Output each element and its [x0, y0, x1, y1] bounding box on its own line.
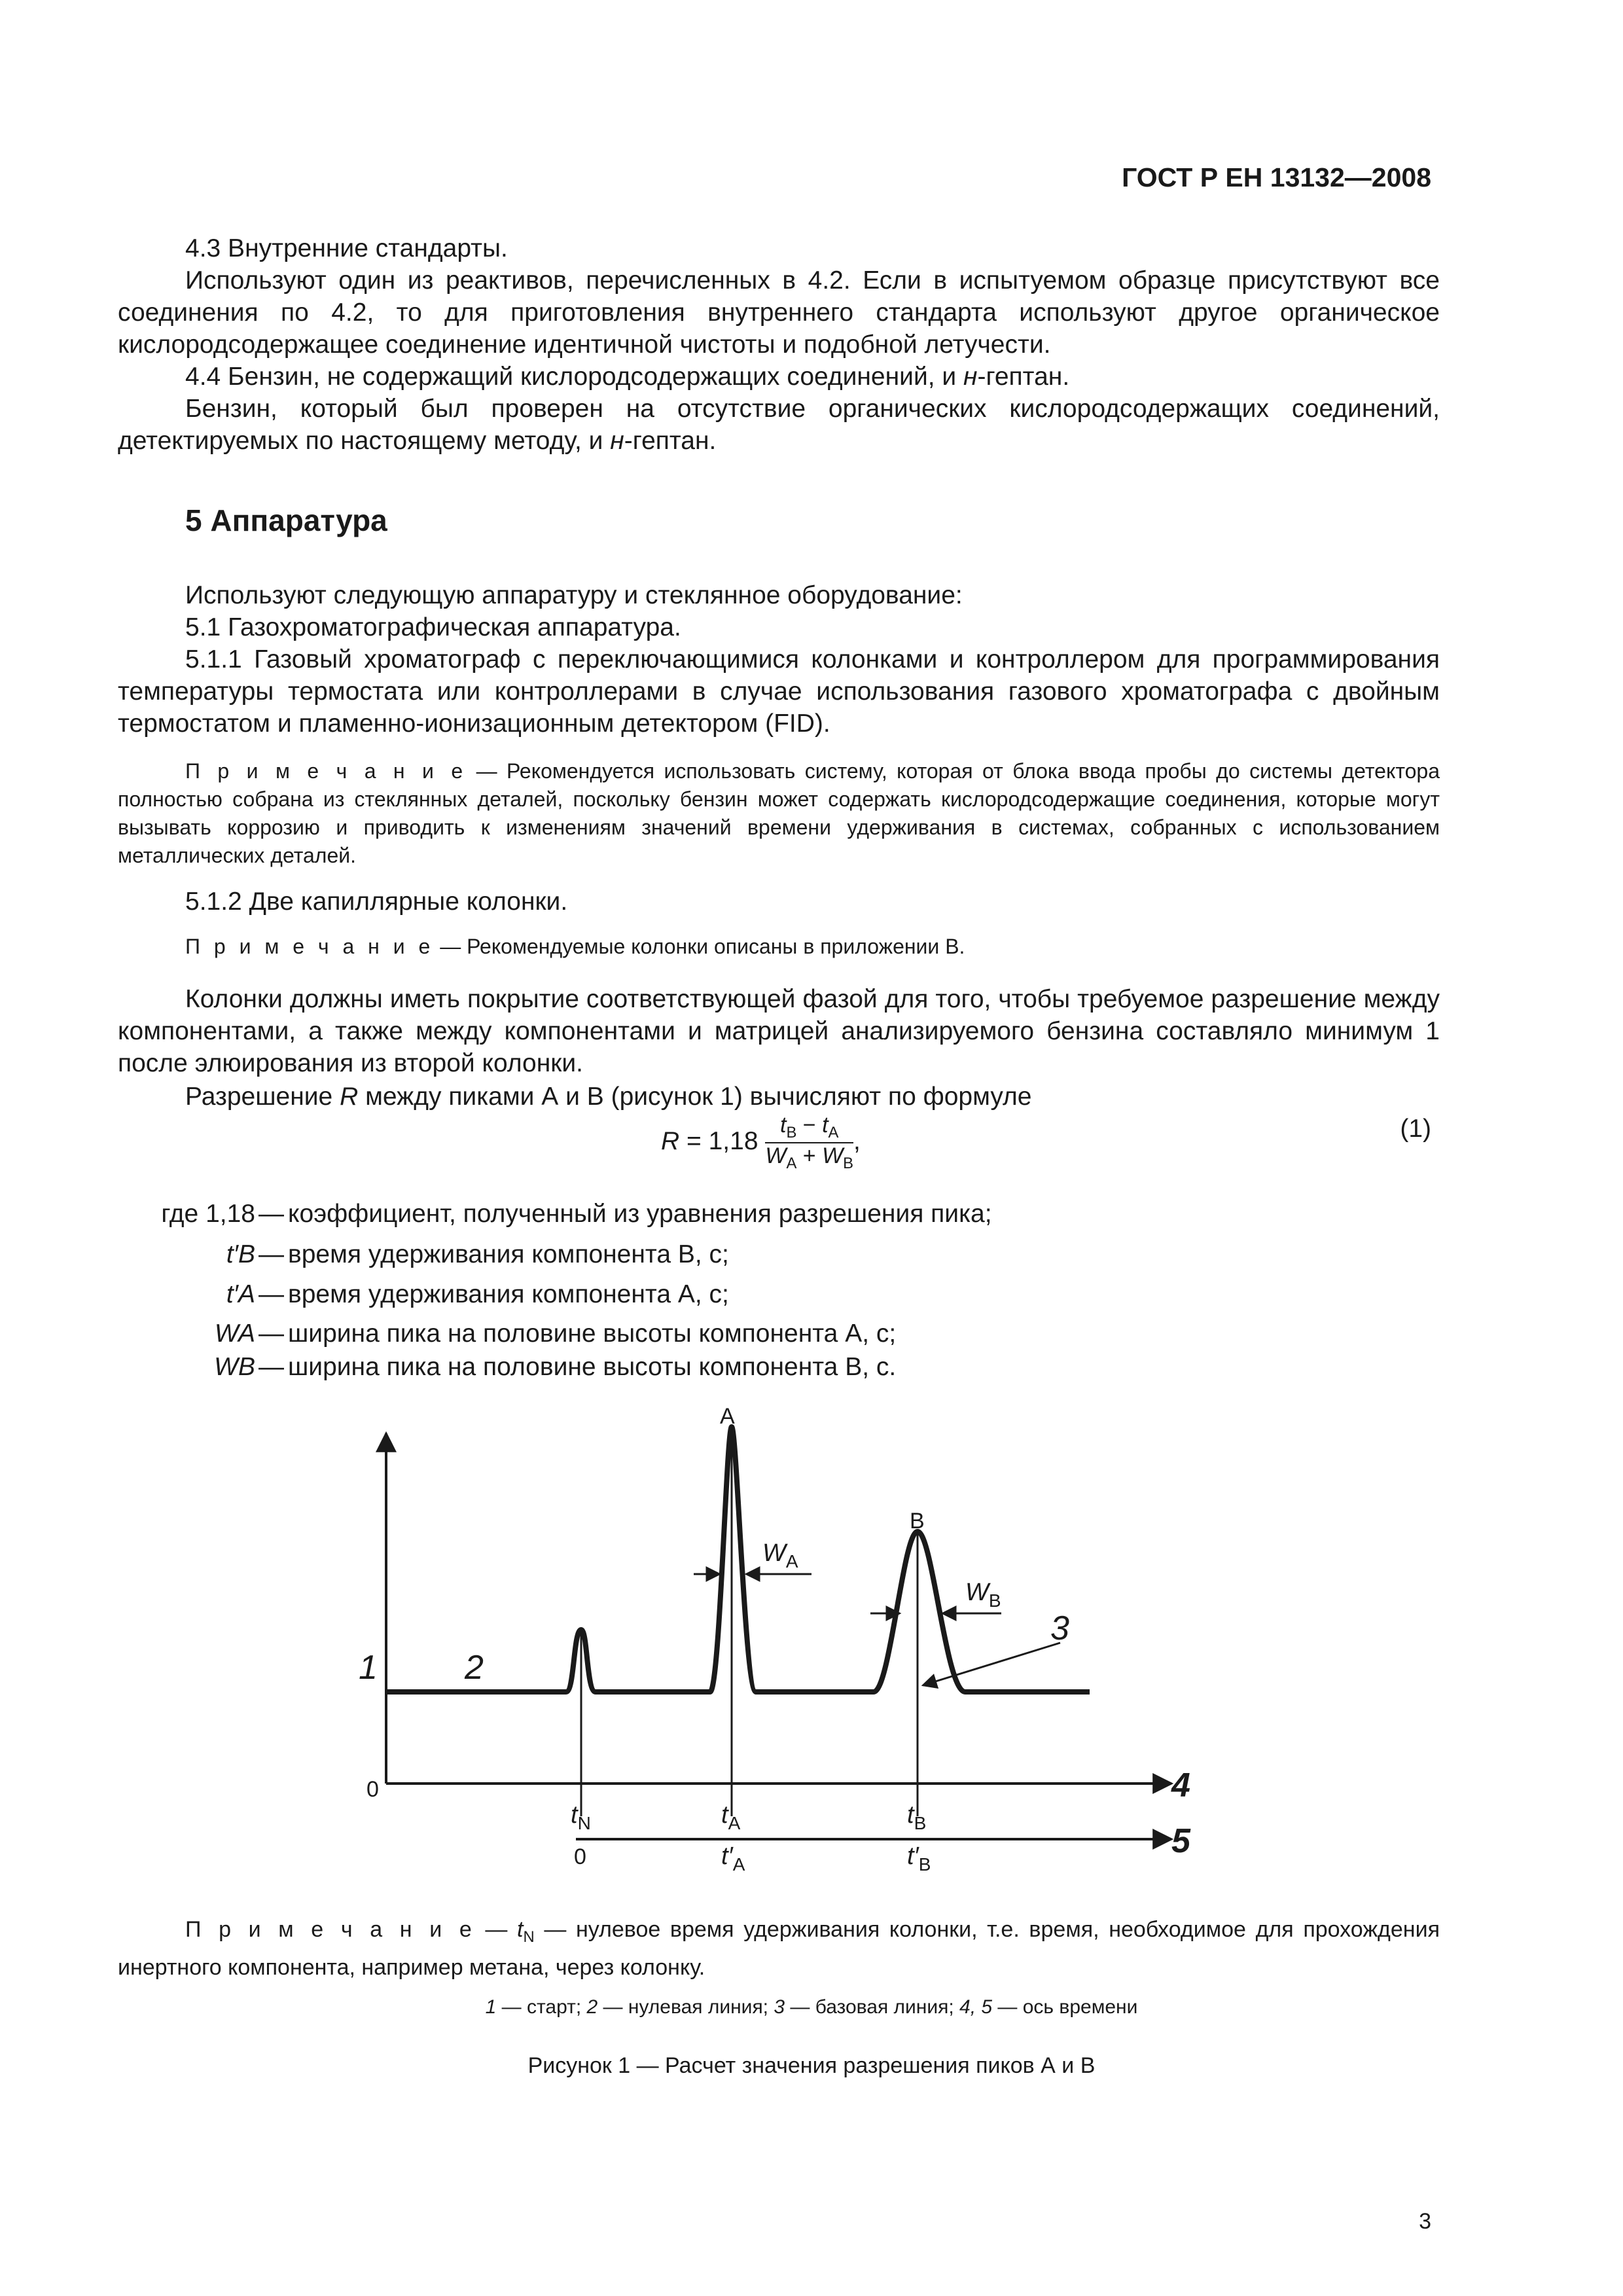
definition-row: WA — ширина пика на половине высоты компонента А, с;	[214, 1319, 897, 1348]
note-1: П р и м е ч а н и е — Рекомендуется использовать систему, которая от блока ввода пробы до системы детектора полностью собрана из стеклянных деталей, поскольку бензин может содержать кислородсодержащие соединения, которые могут вызывать коррозию и приводить к изменениям значений времени удерживания в системах, собранных с использованием металлических деталей.	[118, 759, 1440, 867]
definition-row: t′A — время удерживания компонента А, с;	[226, 1280, 729, 1308]
tick-tpB: $t'_B$	[907, 1842, 931, 1874]
para-4-3-text: Используют один из реактивов, перечисленных в 4.2. Если в испытуемом образце присутствуют все соединения по 4.2, то для приготовления внутреннего стандарта используют другое органическое кислородсодержащее соединение идентичной чистоты и подобной летучести.	[118, 266, 1440, 359]
wa-label: $W_A$	[762, 1539, 798, 1571]
tick-zero: 0	[574, 1844, 586, 1869]
s5-1-1: 5.1.1 Газовый хроматограф с переключающимися колонками и контроллером для программирования температуры термостата или контроллерами в случае использования газового хроматографа с двойным термостатом и пламенно-ионизационным детектором (FID).	[118, 645, 1440, 738]
page-number: 3	[1419, 2209, 1431, 2234]
s5-1-2: 5.1.2 Две капиллярные колонки.	[185, 888, 568, 916]
label-3: 3	[1050, 1609, 1069, 1647]
note-2: П р и м е ч а н и е — Рекомендуемые колонки описаны в приложении B.	[185, 935, 965, 958]
label-1: 1	[359, 1649, 378, 1687]
columns-text: Колонки должны иметь покрытие соответствующей фазой для того, чтобы требуемое разрешение между компонентами, а также между компонентами и матрицей анализируемого бензина составляло минимум 1 после элюирования из второй колонки.	[118, 985, 1440, 1077]
formula: R = 1,18 $\frac{t_B - t_A}{W_A + W_B}$ ,	[661, 1113, 861, 1172]
document-code: ГОСТ Р ЕН 13132—2008	[1122, 162, 1431, 192]
chromatogram-trace	[386, 1427, 1090, 1692]
para-4-3-title: 4.3 Внутренние стандарты.	[185, 234, 508, 262]
para-4-4-text: Бензин, который был проверен на отсутствие органических кислородсодержащих соединений, детектируемых по настоящему методу, и н-гептан.	[118, 395, 1440, 455]
baseline-pointer	[923, 1643, 1060, 1685]
para-4-4-title: 4.4 Бензин, не содержащий кислородсодержащих соединений, и н-гептан.	[185, 363, 1070, 391]
figure-caption: Рисунок 1 — Расчет значения разрешения пиков А и В	[527, 2053, 1096, 2078]
label-5: 5	[1171, 1822, 1190, 1860]
peak-label-b: B	[910, 1509, 925, 1534]
s5-1: 5.1 Газохроматографическая аппаратура.	[185, 613, 681, 641]
tick-tpA: $t'_A$	[721, 1842, 745, 1874]
tick-tN: $t_N$	[571, 1801, 591, 1833]
y-zero-label: 0	[366, 1777, 379, 1802]
wb-label: $W_B$	[965, 1579, 1001, 1611]
definition-row: где 1,18 — коэффициент, полученный из уравнения разрешения пика;	[161, 1200, 992, 1228]
equation-number: (1)	[1400, 1115, 1431, 1143]
definition-row: WB — ширина пика на половине высоты компонента В, с.	[214, 1353, 897, 1381]
peak-label-a: A	[720, 1404, 735, 1429]
label-4: 4	[1171, 1767, 1190, 1804]
resolution-text: Разрешение R между пиками А и В (рисунок 1) вычисляют по формуле	[185, 1083, 1032, 1111]
section-title: 5 Аппаратура	[185, 503, 387, 537]
definition-row: t′B — время удерживания компонента В, с;	[226, 1240, 729, 1268]
formula-fraction: $\frac{t_B - t_A}{W_A + W_B}$	[765, 1113, 854, 1172]
tick-tA: $t_A$	[721, 1801, 741, 1833]
tick-tB: $t_B$	[907, 1801, 927, 1833]
s5-intro: Используют следующую аппаратуру и стеклянное оборудование:	[185, 581, 963, 609]
label-2: 2	[465, 1649, 484, 1687]
note-3: П р и м е ч а н и е — $t_N$ — нулевое время удерживания колонки, т.е. время, необходимое для прохождения инертного компонента, например метана, через колонку.	[118, 1917, 1440, 1980]
figure-legend: 1 — старт; 2 — нулевая линия; 3 — базовая линия; 4, 5 — ось времени	[485, 1996, 1138, 2018]
